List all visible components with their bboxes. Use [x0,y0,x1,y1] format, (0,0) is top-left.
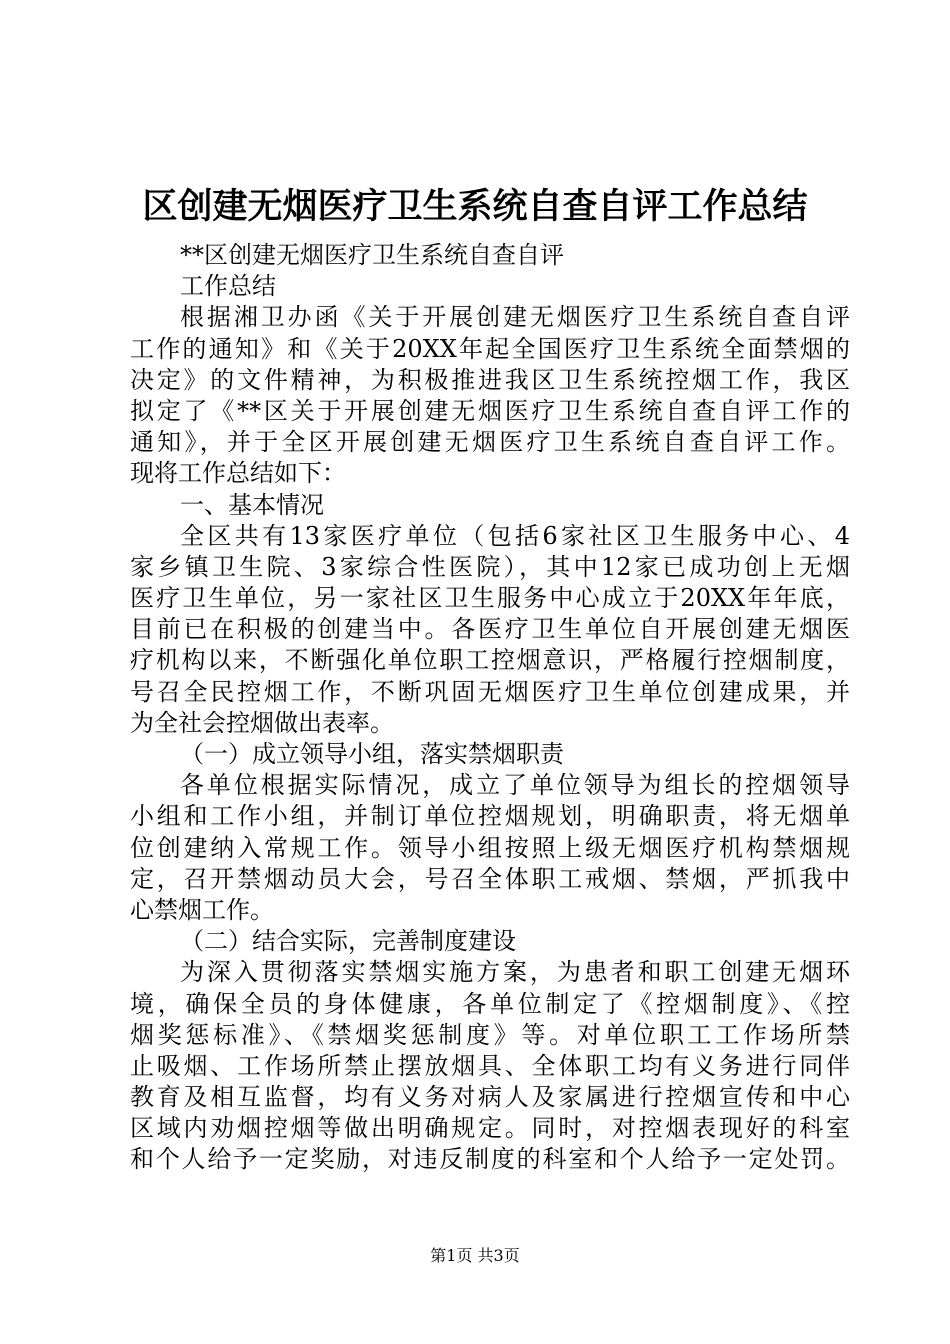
paragraph-line: 工作的通知》和《关于20XX年起全国医疗卫生系统全面禁烟的 [130,334,850,363]
paragraph-line: 疗机构以来，不断强化单位职工控烟意识，严格履行控烟制度， [130,646,850,675]
paragraph-line: 心禁烟工作。 [130,895,274,924]
document-title: 区创建无烟医疗卫生系统自查自评工作总结 [142,186,808,227]
paragraph-line: 全区共有13家医疗单位（包括6家社区卫生服务中心、4 [180,521,850,550]
paragraph-line: 止吸烟、工作场所禁止摆放烟具、全体职工均有义务进行同伴 [130,1051,850,1080]
subsection-heading: （二）结合实际，完善制度建设 [180,927,516,956]
paragraph-line: 区域内劝烟控烟等做出明确规定。同时，对控烟表现好的科室 [130,1114,850,1143]
paragraph-line: 定，召开禁烟动员大会，号召全体职工戒烟、禁烟，严抓我中 [130,864,850,893]
page-footer: 第1页 共3页 [430,1246,520,1265]
subsection-heading: （一）成立领导小组，落实禁烟职责 [180,740,564,768]
paragraph-line: 根据湘卫办函《关于开展创建无烟医疗卫生系统自查自评 [180,303,850,332]
paragraph-line: 号召全民控烟工作，不断巩固无烟医疗卫生单位创建成果，并 [130,677,850,706]
paragraph-line: 各单位根据实际情况，成立了单位领导为组长的控烟领导 [180,771,850,800]
paragraph-line: 烟奖惩标准》、《禁烟奖惩制度》等。对单位职工工作场所禁 [130,1020,850,1049]
paragraph-line: 现将工作总结如下： [130,459,346,488]
paragraph-line: 位创建纳入常规工作。领导小组按照上级无烟医疗机构禁烟规 [130,833,850,862]
paragraph-line: 拟定了《**区关于开展创建无烟医疗卫生系统自查自评工作的 [130,396,850,425]
paragraph-line: 教育及相互监督，均有义务对病人及家属进行控烟宣传和中心 [130,1083,850,1112]
paragraph-line: 医疗卫生单位，另一家社区卫生服务中心成立于20XX年年底， [130,584,850,613]
subtitle-line: 工作总结 [180,272,276,301]
paragraph-line: 家乡镇卫生院、3家综合性医院），其中12家已成功创上无烟 [130,552,850,581]
paragraph-line: 小组和工作小组，并制订单位控烟规划，明确职责，将无烟单 [130,802,850,831]
subtitle-line: **区创建无烟医疗卫生系统自查自评 [180,241,564,269]
paragraph-line: 目前已在积极的创建当中。各医疗卫生单位自开展创建无烟医 [130,615,850,644]
paragraph-line: 通知》，并于全区开展创建无烟医疗卫生系统自查自评工作。 [130,428,850,457]
document-body [130,240,850,1176]
paragraph-line: 和个人给予一定奖励，对违反制度的科室和个人给予一定处罚。 [130,1145,850,1174]
paragraph-line: 决定》的文件精神，为积极推进我区卫生系统控烟工作，我区 [130,365,850,394]
section-heading: 一、基本情况 [180,490,324,519]
paragraph-line: 为深入贯彻落实禁烟实施方案，为患者和职工创建无烟环 [180,958,850,987]
paragraph-line: 境，确保全员的身体健康，各单位制定了《控烟制度》、《控 [130,989,850,1018]
paragraph-line: 为全社会控烟做出表率。 [130,708,394,737]
